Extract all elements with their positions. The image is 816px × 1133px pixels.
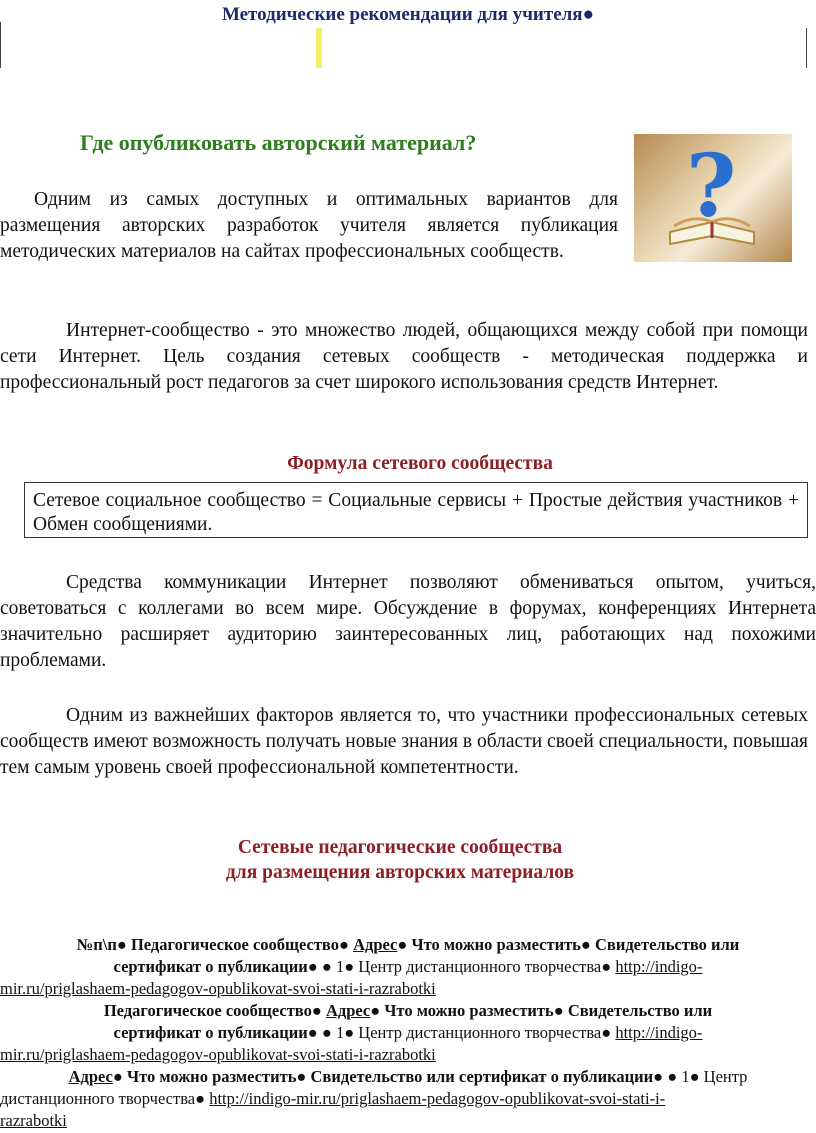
col-what: Что можно разместить bbox=[411, 935, 581, 954]
bullet-icon: ● bbox=[397, 935, 408, 954]
row-num: 1 bbox=[681, 1067, 690, 1086]
table-row-2 bbox=[0, 1000, 816, 1022]
section-title: Где опубликовать авторский материал? bbox=[80, 130, 477, 155]
col-community: Педагогическое сообщество bbox=[103, 1001, 312, 1020]
bullet-icon: ● bbox=[112, 1067, 123, 1086]
community-link[interactable]: http://indigo- bbox=[615, 1023, 703, 1042]
formula-text: Сетевое социальное сообщество = Социальные сервисы + Простые действия участников + Обмен сообщениями. bbox=[33, 490, 799, 535]
svg-text:?: ? bbox=[686, 136, 737, 237]
col-cert: Свидетельство или bbox=[567, 1001, 713, 1020]
table-row-1 bbox=[0, 934, 816, 956]
bullet-icon: ● bbox=[667, 1067, 678, 1086]
col-cert-cont: сертификат о публикации bbox=[113, 957, 308, 976]
communities-heading-line2: для размещения авторских материалов bbox=[225, 862, 575, 883]
community-link-cont[interactable]: mir.ru/priglashaem-pedagogov-opublikovat-svoi-stati-i-razrabotki bbox=[0, 979, 436, 998]
bullet-icon: ● bbox=[296, 1067, 307, 1086]
bullet-icon: ● bbox=[601, 957, 612, 976]
factors-paragraph-text: Одним из важнейших факторов является то, что участники профессиональных сетевых сообществ имеют возможность получать новые знания в области своей специальности, повышая тем самым уровень своей профессиональной компетентности. bbox=[0, 705, 808, 778]
bullet-icon: ● bbox=[116, 935, 127, 954]
bullet-icon: ● bbox=[311, 1001, 322, 1020]
row-name-a: Центр bbox=[703, 1067, 748, 1086]
left-margin-line bbox=[0, 22, 1, 68]
intro-paragraph bbox=[0, 187, 618, 265]
bullet-icon: ● bbox=[580, 935, 591, 954]
bullet-icon: ● bbox=[582, 4, 595, 25]
communication-paragraph-text: Средства коммуникации Интернет позволяют обмениваться опытом, учиться, советоваться с коллегами во всем мире. Обсуждение в форумах, конференциях Интернета значительно расширяет аудиторию заинтересованных лиц, работающих над похожими проблемами. bbox=[0, 572, 816, 671]
cursor-highlight bbox=[316, 28, 322, 68]
bullet-icon: ● bbox=[653, 1067, 664, 1086]
communication-paragraph bbox=[0, 570, 816, 674]
row-num: 1 bbox=[335, 1023, 345, 1042]
table-row-3b bbox=[0, 1088, 816, 1110]
col-num: №п\п bbox=[76, 935, 117, 954]
col-community: Педагогическое сообщество bbox=[130, 935, 339, 954]
formula-heading: Формула сетевого сообщества bbox=[287, 453, 553, 474]
bullet-icon: ● bbox=[344, 1023, 355, 1042]
row-name: Центр дистанционного творчества bbox=[358, 1023, 602, 1042]
right-margin-line bbox=[806, 28, 807, 68]
bullet-icon: ● bbox=[307, 1023, 318, 1042]
bullet-icon: ● bbox=[601, 1023, 612, 1042]
table-row-1b bbox=[0, 956, 816, 978]
bullet-icon: ● bbox=[553, 1001, 564, 1020]
col-cert-full: Свидетельство или сертификат о публикации bbox=[310, 1067, 654, 1086]
col-address: Адрес bbox=[68, 1067, 113, 1086]
question-book-icon bbox=[634, 134, 792, 262]
bullet-icon: ● bbox=[195, 1089, 206, 1108]
communities-heading bbox=[0, 835, 800, 885]
col-what: Что можно разместить bbox=[384, 1001, 554, 1020]
table-row-1c bbox=[0, 978, 816, 1000]
question-book-image bbox=[634, 134, 792, 262]
bullet-icon: ● bbox=[307, 957, 318, 976]
col-cert: Свидетельство или bbox=[595, 935, 740, 954]
row-num: 1 bbox=[335, 957, 345, 976]
bullet-icon: ● bbox=[338, 935, 349, 954]
col-address: Адрес bbox=[353, 935, 398, 954]
community-link-cont[interactable]: mir.ru/priglashaem-pedagogov-opublikovat-svoi-stati-i-razrabotki bbox=[0, 1045, 436, 1064]
community-link[interactable]: http://indigo- bbox=[615, 957, 703, 976]
bullet-icon: ● bbox=[344, 957, 355, 976]
community-link[interactable]: http://indigo-mir.ru/priglashaem-pedagogov-opublikovat-svoi-stati-i- bbox=[209, 1089, 666, 1108]
header-title bbox=[0, 4, 816, 26]
row-name: Центр дистанционного творчества bbox=[358, 957, 602, 976]
bullet-icon: ● bbox=[321, 1023, 332, 1042]
bullet-icon: ● bbox=[689, 1067, 700, 1086]
community-paragraph-text: Интернет-сообщество - это множество людей, общающихся между собой при помощи сети Интернет. Цель создания сетевых сообществ - методическая поддержка и профессиональный рост педагогов за счет широкого использования средств Интернет. bbox=[0, 320, 808, 393]
intro-paragraph-text: Одним из самых доступных и оптимальных вариантов для размещения авторских разработок учителя является публикация методических материалов на сайтах профессиональных сообществ. bbox=[0, 189, 618, 262]
table-row-2b bbox=[0, 1022, 816, 1044]
table-row-3 bbox=[0, 1066, 816, 1088]
col-what: Что можно разместить bbox=[126, 1067, 297, 1086]
table-row-2c bbox=[0, 1044, 816, 1066]
table-row-3c bbox=[0, 1110, 816, 1132]
bullet-icon: ● bbox=[321, 957, 332, 976]
header-title-text: Методические рекомендации для учителя bbox=[221, 4, 583, 25]
community-link-cont[interactable]: razrabotki bbox=[0, 1111, 67, 1130]
col-cert-cont: сертификат о публикации bbox=[113, 1023, 308, 1042]
row-name-b: дистанционного творчества bbox=[0, 1089, 196, 1108]
community-paragraph bbox=[0, 318, 808, 396]
bullet-icon: ● bbox=[370, 1001, 381, 1020]
col-address: Адрес bbox=[325, 1001, 371, 1020]
formula-box bbox=[24, 482, 808, 538]
factors-paragraph bbox=[0, 703, 808, 781]
communities-table bbox=[0, 934, 816, 1132]
communities-heading-line1: Сетевые педагогические сообщества bbox=[237, 837, 563, 858]
